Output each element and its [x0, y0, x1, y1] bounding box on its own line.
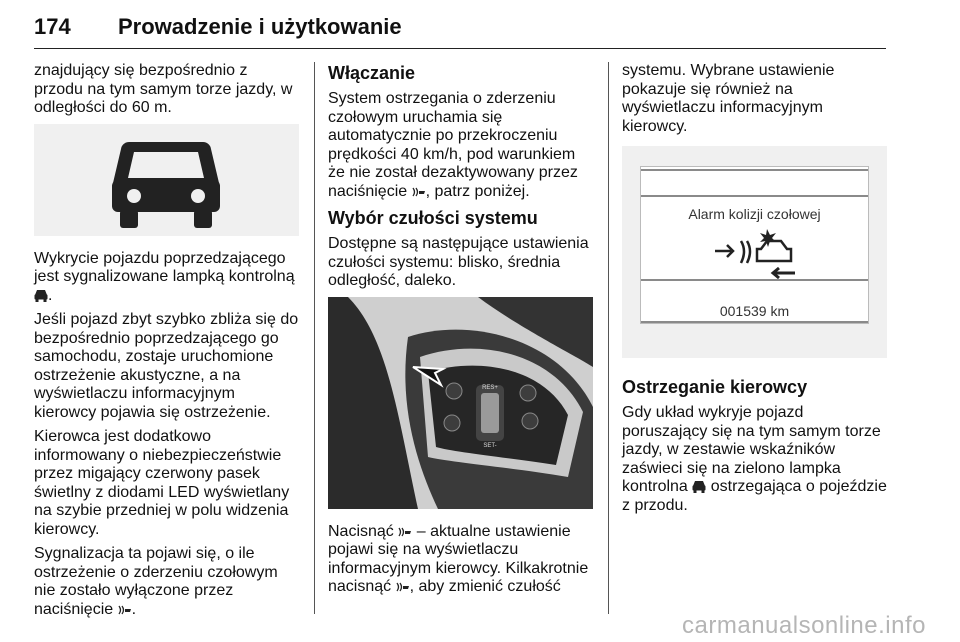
odometer-value: 001539 km — [719, 303, 790, 319]
paragraph: Dostępne są następujące ustawienia czułości systemu: blisko, średnia odległość, daleko. — [328, 235, 589, 289]
display-divider — [641, 195, 868, 197]
paragraph-text: ostrzegająca o pojeździe z przodu. — [622, 478, 887, 514]
paragraph-text: Gdy układ wykryje pojazd poruszający się na tym samym torze jazdy, w zestawie wskaźników zaświeci się na zielono lampka kontrolna — [622, 404, 881, 495]
paragraph — [328, 523, 593, 597]
collision-alert-button-icon — [398, 526, 412, 538]
paragraph-text: Sygnalizacja ta pojawi się, o ile ostrzeżenie o zderzeniu czołowym nie zostało wyłączone przez naciśnięcie — [34, 545, 278, 618]
collision-alert-button-icon — [396, 581, 410, 593]
paragraph-text: – aktualne ustawienie pojawi się na wyświetlaczu informacyjnym kierowcy. Kilkakrotnie nacisnąć — [328, 522, 589, 595]
car-front-icon — [34, 289, 48, 302]
display-divider — [641, 321, 868, 323]
paragraph: Kierowca jest dodatkowo informowany o niebezpieczeństwie przez migający czerwony pasek świetlny z diodami LED wyświetlany na szybie przedniej w polu widzenia kierowcy. — [34, 428, 290, 538]
paragraph-text: System ostrzegania o zderzeniu czołowym uruchamia się automatycznie po przekroczeniu prędkości 40 km/h, pod warunkiem że nie został dezaktywowany przez naciśnięcie — [328, 90, 578, 200]
driver-display-figure — [622, 146, 887, 358]
paragraph-text: Wykrycie pojazdu poprzedzającego jest sygnalizowane lampką kontrolną — [34, 249, 295, 285]
column-divider — [314, 62, 315, 614]
set-label: SET- — [483, 442, 497, 449]
car-front-icon — [34, 124, 299, 236]
punctuation: . — [131, 600, 137, 618]
paragraph-text: , patrz poniżej. — [425, 182, 530, 200]
paragraph: systemu. Wybrane ustawienie pokazuje się również na wyświetlaczu informacyjnym kierowcy. — [622, 62, 835, 135]
column-left — [34, 62, 299, 625]
paragraph-text: , aby zmienić czułość — [409, 578, 561, 595]
display-divider — [641, 279, 868, 281]
steering-wheel-photo — [328, 297, 593, 509]
punctuation: . — [48, 286, 53, 304]
collision-alert-button-icon — [412, 186, 426, 198]
paragraph: znajdujący się bezpośrednio z przodu na tym samym torze jazdy, w odległości do 60 m. — [34, 62, 293, 116]
car-icon-figure — [34, 124, 299, 236]
paragraph: Jeśli pojazd zbyt szybko zbliża się do bezpośrednio poprzedzającego go samochodu, zostaje uruchomione ostrzeżenie akustyczne, a na wyświetlaczu informacyjnym kierowcy pojawia się ostrzeżenie. — [34, 311, 299, 421]
page-title: Prowadzenie i użytkowanie — [118, 14, 402, 39]
res-label: RES+ — [482, 384, 498, 391]
driver-info-display — [640, 166, 869, 324]
paragraph — [34, 545, 299, 619]
paragraph — [622, 404, 887, 515]
page-number: 174 — [34, 14, 71, 39]
paragraph — [34, 250, 299, 306]
section-heading: Ostrzeganie kierowcy — [622, 377, 808, 397]
section-heading: Wybór czułości systemu — [328, 208, 538, 228]
watermark: carmanualsonline.info — [682, 612, 926, 639]
collision-alert-button-icon — [118, 604, 132, 616]
car-front-icon — [692, 480, 706, 493]
section-heading: Włączanie — [328, 63, 416, 83]
column-middle — [328, 62, 593, 603]
paragraph — [328, 90, 593, 201]
paragraph-text: Nacisnąć — [328, 522, 394, 540]
steering-wheel-figure — [328, 297, 593, 509]
column-divider — [608, 62, 609, 614]
column-right — [622, 62, 887, 521]
display-divider — [641, 169, 868, 171]
display-title: Alarm kolizji czołowej — [688, 206, 821, 222]
header-divider — [34, 48, 886, 49]
collision-warning-icon — [711, 229, 801, 279]
